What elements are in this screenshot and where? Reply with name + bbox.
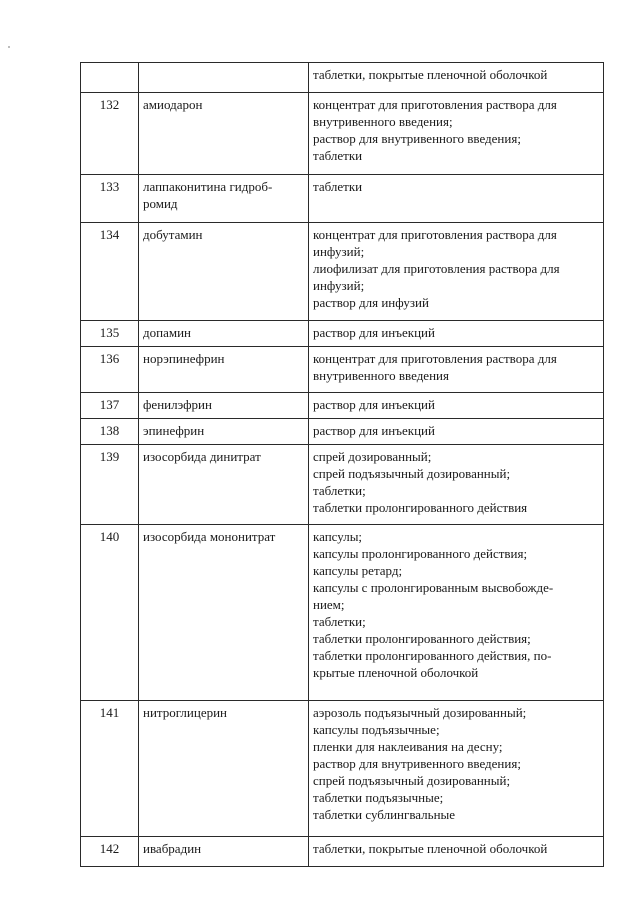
dosage-form-line: таблетки xyxy=(313,148,363,163)
dosage-forms xyxy=(309,445,604,525)
drug-name-line: норэпинефрин xyxy=(143,351,225,366)
dosage-forms xyxy=(309,93,604,175)
drug-name xyxy=(139,419,309,445)
dosage-form-line: раствор для внутривенного введения; xyxy=(313,756,521,771)
drug-name-line: амиодарон xyxy=(143,97,203,112)
dosage-form-line: раствор для внутривенного введения; xyxy=(313,131,521,146)
drug-name xyxy=(139,837,309,867)
drug-name-line: фенилэфрин xyxy=(143,397,212,412)
table-row xyxy=(81,445,604,525)
dosage-form-line: концентрат для приготовления раствора для xyxy=(313,227,557,242)
dosage-form-line: таблетки пролонгированного действия xyxy=(313,500,528,515)
dosage-form-line: инфузий; xyxy=(313,278,365,293)
row-number: 137 xyxy=(81,393,139,419)
table-row xyxy=(81,93,604,175)
table-row xyxy=(81,393,604,419)
dosage-form-line: капсулы пролонгированного действия; xyxy=(313,546,528,561)
drug-name-line: ивабрадин xyxy=(143,841,202,856)
drug-name xyxy=(139,701,309,837)
dosage-forms xyxy=(309,701,604,837)
dosage-forms xyxy=(309,63,604,93)
dosage-form-line: таблетки сублингвальные xyxy=(313,807,456,822)
dosage-form-line: внутривенного введения; xyxy=(313,114,453,129)
row-number: 132 xyxy=(81,93,139,175)
dosage-form-line: спрей дозированный; xyxy=(313,449,432,464)
dosage-form-line: таблетки, покрытые пленочной оболочкой xyxy=(313,841,548,856)
table-row xyxy=(81,419,604,445)
table-row xyxy=(81,223,604,321)
drug-name xyxy=(139,223,309,321)
drug-name-line: ромид xyxy=(143,196,178,211)
dosage-forms xyxy=(309,175,604,223)
drug-name xyxy=(139,63,309,93)
dosage-forms xyxy=(309,525,604,701)
drug-list-body xyxy=(81,63,604,867)
dosage-forms xyxy=(309,837,604,867)
dosage-form-line: крытые пленочной оболочкой xyxy=(313,665,479,680)
row-number: 139 xyxy=(81,445,139,525)
drug-name xyxy=(139,445,309,525)
dosage-forms xyxy=(309,393,604,419)
dosage-forms xyxy=(309,419,604,445)
row-number: 136 xyxy=(81,347,139,393)
drug-list-table xyxy=(80,62,604,867)
row-number: 133 xyxy=(81,175,139,223)
drug-name xyxy=(139,525,309,701)
dosage-form-line: таблетки; xyxy=(313,483,366,498)
dosage-form-line: пленки для наклеивания на десну; xyxy=(313,739,503,754)
row-number: 142 xyxy=(81,837,139,867)
drug-name xyxy=(139,175,309,223)
dosage-form-line: таблетки; xyxy=(313,614,366,629)
drug-name-line: добутамин xyxy=(143,227,203,242)
dosage-form-line: раствор для инъекций xyxy=(313,423,435,438)
dosage-form-line: капсулы; xyxy=(313,529,363,544)
dosage-form-line: капсулы подъязычные; xyxy=(313,722,440,737)
drug-name-line: лаппаконитина гидроб- xyxy=(143,179,273,194)
drug-name-line: изосорбида динитрат xyxy=(143,449,261,464)
table-row xyxy=(81,701,604,837)
drug-name xyxy=(139,347,309,393)
drug-name-line: изосорбида мононитрат xyxy=(143,529,276,544)
dosage-form-line: капсулы ретард; xyxy=(313,563,403,578)
dosage-form-line: аэрозоль подъязычный дозированный; xyxy=(313,705,527,720)
dosage-form-line: лиофилизат для приготовления раствора для xyxy=(313,261,560,276)
dosage-form-line: таблетки, покрытые пленочной оболочкой xyxy=(313,67,548,82)
dosage-form-line: спрей подъязычный дозированный; xyxy=(313,773,511,788)
dosage-forms xyxy=(309,347,604,393)
dosage-form-line: нием; xyxy=(313,597,345,612)
dosage-form-line: концентрат для приготовления раствора для xyxy=(313,351,557,366)
table-row xyxy=(81,175,604,223)
row-number: 134 xyxy=(81,223,139,321)
row-number: 141 xyxy=(81,701,139,837)
drug-name xyxy=(139,321,309,347)
table-row xyxy=(81,321,604,347)
drug-name-line: допамин xyxy=(143,325,191,340)
table-row xyxy=(81,837,604,867)
dosage-forms xyxy=(309,223,604,321)
dosage-form-line: таблетки xyxy=(313,179,363,194)
dosage-form-line: концентрат для приготовления раствора для xyxy=(313,97,557,112)
table-row xyxy=(81,525,604,701)
table-row xyxy=(81,63,604,93)
drug-name xyxy=(139,93,309,175)
dosage-form-line: спрей подъязычный дозированный; xyxy=(313,466,511,481)
dosage-form-line: раствор для инъекций xyxy=(313,325,435,340)
drug-name xyxy=(139,393,309,419)
scan-speck xyxy=(8,46,10,48)
table-row xyxy=(81,347,604,393)
dosage-form-line: раствор для инъекций xyxy=(313,397,435,412)
row-number: 138 xyxy=(81,419,139,445)
dosage-form-line: инфузий; xyxy=(313,244,365,259)
dosage-form-line: внутривенного введения xyxy=(313,368,449,383)
dosage-form-line: таблетки пролонгированного действия, по- xyxy=(313,648,552,663)
dosage-form-line: таблетки пролонгированного действия; xyxy=(313,631,531,646)
row-number: 140 xyxy=(81,525,139,701)
drug-name-line: нитроглицерин xyxy=(143,705,228,720)
dosage-form-line: таблетки подъязычные; xyxy=(313,790,444,805)
row-number xyxy=(81,63,139,93)
dosage-forms xyxy=(309,321,604,347)
dosage-form-line: капсулы с пролонгированным высвобожде- xyxy=(313,580,554,595)
dosage-form-line: раствор для инфузий xyxy=(313,295,429,310)
row-number: 135 xyxy=(81,321,139,347)
drug-name-line: эпинефрин xyxy=(143,423,205,438)
